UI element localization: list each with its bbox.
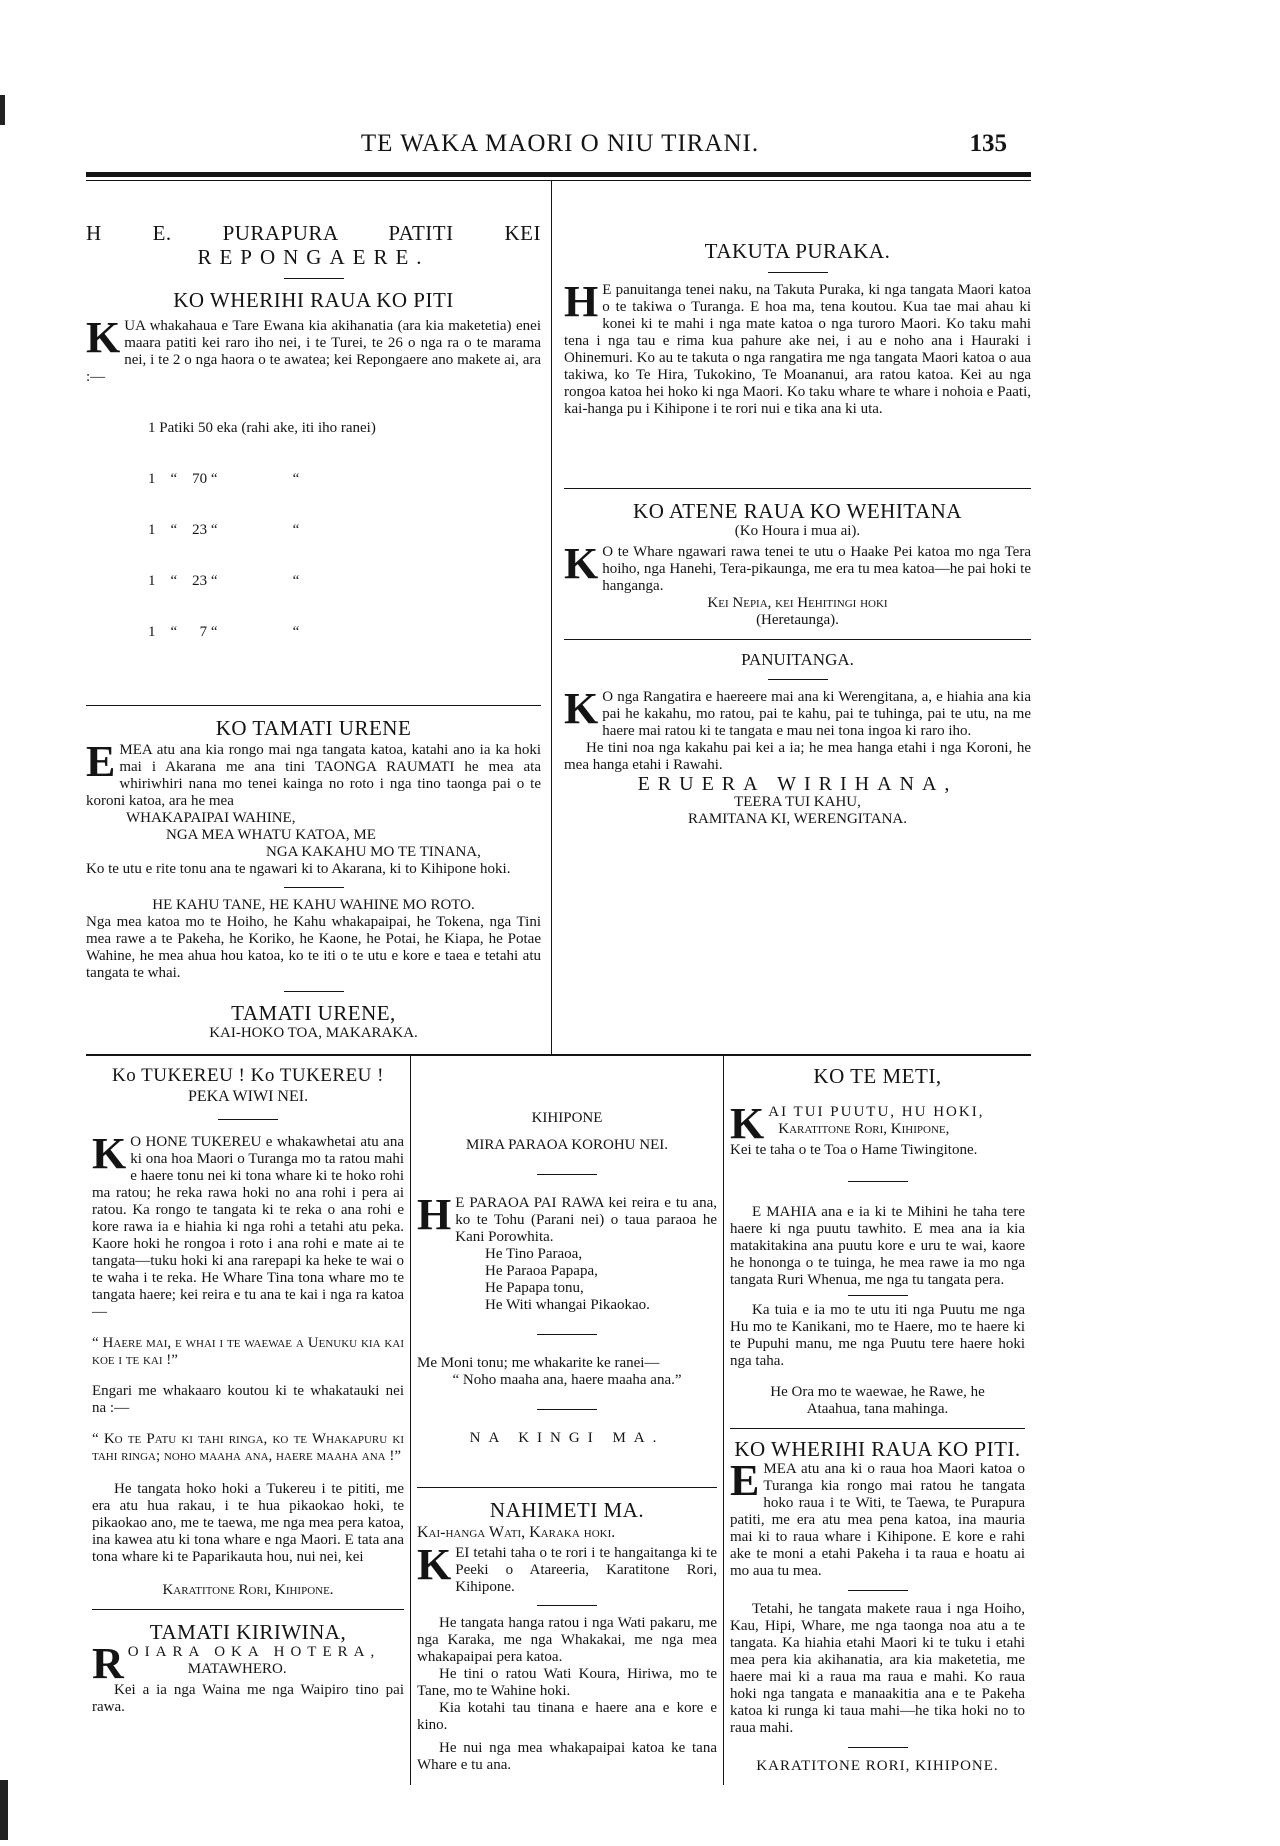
divider bbox=[284, 991, 344, 992]
signature-place: RAMITANA KI, WERENGITANA. bbox=[688, 811, 907, 827]
section-rule bbox=[417, 1487, 717, 1488]
divider bbox=[537, 1334, 597, 1335]
text-line: Kei te taha o te Toa o Hame Tiwingitone. bbox=[730, 1142, 978, 1158]
section-rule bbox=[730, 1428, 1025, 1429]
divider bbox=[284, 278, 344, 279]
section-rule bbox=[92, 1609, 404, 1610]
masthead bbox=[86, 118, 1031, 168]
quote: “ Noho maaha ana, haere maaha ana.” bbox=[452, 1372, 682, 1388]
article-body: O te Whare ngawari rawa tenei te utu o Haake Pei katoa mo nga Tera hoiho, nga Hanehi, Tera-pikaunga, me era tu mea katoa—he pai hoki te hanganga. bbox=[602, 544, 1031, 594]
lot-item: 1 Patiki 50 eka (rahi ake, iti iho ranei) bbox=[148, 420, 376, 436]
divider bbox=[537, 1174, 597, 1175]
article-subtitle: (Ko Houra i mua ai). bbox=[734, 523, 861, 539]
quote: “ Haere mai, e whai i te waewae a Uenuku kia kai koe i te kai !” bbox=[92, 1335, 404, 1368]
signature: KARATITONE RORI, KIHIPONE. bbox=[756, 1758, 999, 1774]
article-title: NAHIMETI MA. bbox=[489, 1498, 645, 1522]
list-item: He Witi whangai Pikaokao. bbox=[485, 1297, 650, 1313]
article-body: Engari me whakaaro koutou ki te whakatauki nei na :— bbox=[92, 1383, 404, 1416]
article-title: PANUITANGA. bbox=[741, 650, 854, 669]
drop-cap: H bbox=[417, 1190, 452, 1239]
article-body: He tangata hoko hoki a Tukereu i te pititi, me era atu hua rakau, i te hua pikaokao hoki, te pikaokao ano, me te taewa, me nga mea pera katoa, ina kawea atu ki tona whare e nga Maori. E tata ana tona whare ki te Paparikauta hou, nui nei, kei bbox=[92, 1481, 404, 1565]
article-atene bbox=[564, 499, 1031, 629]
page-number: 135 bbox=[969, 130, 1007, 157]
drop-cap: E bbox=[730, 1456, 760, 1505]
list-item: He Papapa tonu, bbox=[485, 1280, 584, 1296]
place-line: Kei Nepia, kei Hehitingi hoki bbox=[707, 595, 888, 611]
drop-cap: K bbox=[417, 1540, 452, 1589]
text-line: OIARA OKA HOTERA, bbox=[127, 1644, 381, 1660]
bottom-left-column bbox=[86, 1056, 410, 1785]
section-rule bbox=[86, 705, 541, 706]
text-line: Karatitone Rori, Kihipone, bbox=[778, 1121, 950, 1137]
article-body: O nga Rangatira e haereere mai ana ki Werengitana, a, e hiahia ana kia pai he kakahu, mo ratou, pai te kahu, pai te tuhinga, pai te utu, na me haere mai ratou ki te tangata e mau nei tona ingoa ki raro iho. bbox=[602, 689, 1031, 739]
signature-sub: TEERA TUI KAHU, bbox=[734, 794, 861, 810]
drop-cap: K bbox=[564, 539, 599, 588]
bottom-right-column bbox=[723, 1056, 1031, 1785]
signature: TAMATI URENE, bbox=[231, 1001, 396, 1025]
list-item: He Tino Paraoa, bbox=[485, 1246, 583, 1262]
article-kiriwina bbox=[92, 1620, 404, 1716]
article-title: KO WHERIHI RAUA KO PITI. bbox=[734, 1437, 1021, 1461]
article-body: Kia kotahi tau tinana e haere ana e kore e kino. bbox=[417, 1700, 717, 1733]
lot-list bbox=[86, 386, 541, 675]
signature-sub: KAI-HOKO TOA, MAKARAKA. bbox=[209, 1025, 418, 1041]
article-nahimeti bbox=[417, 1498, 717, 1774]
lot-item: 1 “ 23 “ “ bbox=[148, 573, 300, 589]
article-body: He tini noa nga kakahu pai kei a ia; he mea hanga etahi i nga Koroni, he mea hanga etahi i Rawahi. bbox=[564, 740, 1031, 773]
article-body: Ko te utu e rite tonu ana te ngawari ki to Akarana, ki to Kihipone hoki. bbox=[86, 861, 511, 877]
article-heading: HE KAHU TANE, HE KAHU WAHINE MO ROTO. bbox=[152, 897, 475, 913]
text-line: WHAKAPAIPAI WAHINE, bbox=[126, 810, 296, 826]
article-body: Nga mea katoa mo te Hoiho, he Kahu whakapaipai, he Tokena, nga Tini mea rawe a te Pakeha, he Koriko, he Kaone, he Potai, he Kiapa, he Potae Wahine, he mea ahua hou katoa, ko te iti o te utu e kore e taea e tetahi atu tangata te whai. bbox=[86, 914, 541, 981]
bottom-middle-column bbox=[410, 1056, 723, 1785]
divider bbox=[537, 1409, 597, 1410]
article-body: He nui nga mea whakapaipai katoa ke tana Whare e tu ana. bbox=[417, 1740, 717, 1773]
article-body: He Ora mo te waewae, he Rawe, he Ataahua, tana mahinga. bbox=[770, 1384, 985, 1417]
text-line: AI TUI PUUTU, HU HOKI, bbox=[768, 1104, 985, 1120]
text-line: MATAWHERO. bbox=[187, 1661, 287, 1677]
article-title: KO ATENE RAUA KO WEHITANA bbox=[633, 499, 962, 523]
article-body: MEA atu ana ki o raua hoa Maori katoa o Turanga kia rongo mai ratou he tangata hoko raua i te Witi, te Taewa, te Purapura patiti, me era atu mea pena katoa, ina mauria mai ki to raua whare i Kihipone. E kore e rahi ake te moni a etahi Pakeha i ta raua e hoatu ai mo aua tu mea. bbox=[730, 1461, 1025, 1579]
article-body: Kei a ia nga Waina me nga Waipiro tino pai rawa. bbox=[92, 1682, 404, 1715]
article-subtitle: Kai-hanga Wati, Karaka hoki. bbox=[417, 1524, 616, 1541]
divider bbox=[848, 1747, 908, 1748]
scan-edge-mark bbox=[0, 95, 5, 125]
article-tukereu bbox=[92, 1064, 404, 1599]
drop-cap: K bbox=[730, 1099, 765, 1148]
top-section bbox=[86, 181, 1031, 1054]
drop-cap: K bbox=[86, 313, 121, 362]
article-body: He tangata hanga ratou i nga Wati pakaru, me nga Karaka, me nga Whakakai, me nga mea whakapaipai pera katoa. bbox=[417, 1615, 717, 1665]
article-meti bbox=[730, 1064, 1025, 1418]
article-body: E PARAOA PAI RAWA kei reira e tu ana, ko te Tohu (Parani nei) o taua paraoa he Kani Porowhita. bbox=[455, 1195, 717, 1245]
divider bbox=[848, 1590, 908, 1591]
divider bbox=[848, 1295, 908, 1296]
article-body: Ka tuia e ia mo te utu iti nga Puutu me nga Hu mo te Kanikani, mo te Haere, mo te haere ki te Pupuhi manu, me nga Puutu tere haere hoki nga taha. bbox=[730, 1302, 1025, 1369]
article-title: H E. PURAPURA PATITI KEI bbox=[86, 221, 541, 245]
masthead-title: TE WAKA MAORI O NIU TIRANI. bbox=[360, 130, 760, 157]
signature: Karatitone Rori, Kihipone. bbox=[162, 1582, 334, 1598]
signature: NA KINGI MA. bbox=[469, 1430, 665, 1446]
item-list bbox=[417, 1246, 717, 1314]
article-wherihi bbox=[730, 1439, 1025, 1775]
article-body: UA whakahaua e Tare Ewana kia akihanatia (ara kia maketetia) enei maara patiti kei raro iho nei, i te Turei, te 26 o nga ra o te marama nei, i te 2 o nga haora o te awatea; kei Repongaere ano makete ai, ara :— bbox=[86, 318, 541, 385]
list-item: He Paraoa Papapa, bbox=[485, 1263, 598, 1279]
article-takuta bbox=[564, 239, 1031, 418]
divider bbox=[768, 272, 828, 273]
article-panuitanga bbox=[564, 650, 1031, 828]
divider bbox=[768, 679, 828, 680]
article-title: TAMATI KIRIWINA, bbox=[149, 1620, 347, 1644]
bottom-section bbox=[86, 1056, 1031, 1785]
quote: “ Ko te Patu ki tahi ringa, ko te Whakapuru ki tahi ringa; noho maaha ana, haere maaha ana !” bbox=[92, 1431, 404, 1464]
lot-item: 1 “ 7 “ “ bbox=[148, 624, 300, 640]
top-left-column bbox=[86, 181, 552, 1054]
article-subtitle: PEKA WIWI NEI. bbox=[187, 1088, 309, 1105]
article-title: REPONGAERE. bbox=[197, 245, 430, 269]
divider bbox=[848, 1181, 908, 1182]
signature: ERUERA WIRIHANA, bbox=[637, 773, 958, 795]
text-line: NGA KAKAHU MO TE TINANA, bbox=[266, 844, 481, 860]
lot-item: 1 “ 70 “ “ bbox=[148, 471, 300, 487]
divider bbox=[284, 887, 344, 888]
article-body: He tini o ratou Wati Koura, Hiriwa, mo te Tane, mo te Wahine hoki. bbox=[417, 1666, 717, 1699]
article-kihipone bbox=[417, 1110, 717, 1447]
article-subtitle: KO WHERIHI RAUA KO PITI bbox=[173, 288, 454, 312]
article-title: KIHIPONE bbox=[531, 1110, 603, 1126]
article-urene bbox=[86, 716, 541, 1042]
scan-edge-mark bbox=[0, 1780, 8, 1840]
section-rule bbox=[564, 488, 1031, 489]
newspaper-page bbox=[86, 118, 1031, 1785]
article-body: E MAHIA ana e ia ki te Mihini he taha tere haere ki nga puutu tawhito. E mea ana ia kia matakitakina ana puutu kore e uru te wai, kaore he hononga o te tuinga, he mea rawe ia mo nga tangata Ruri Whenua, me nga tu tangata pera. bbox=[730, 1204, 1025, 1288]
article-title: KO TAMATI URENE bbox=[215, 716, 412, 740]
article-subtitle: MIRA PARAOA KOROHU NEI. bbox=[466, 1137, 668, 1153]
article-body: O HONE TUKEREU e whakawhetai atu ana ki ona hoa Maori o Turanga mo ta ratou mahi e haere tonu nei ki tona whare ki te hoko rohi ma ratou; he reka rawa hoki no ana rohi i pera ai ratou. Ka rongo te tangata ki te reka o ana rohi e kore rawa ia e hiahia ki nga rohi a tetahi atu peka. Kaore hoki he rongoa i roto i ana rohi e mate ai te tangata—tuku hoki ki ana rarepapi ka heke te wai o te waha i te reka. He Whare Tina tona whare mo te tangata haere; kei reira e tu ana te kai i nga ra katoa— bbox=[92, 1134, 404, 1320]
article-title: KO TE METI, bbox=[813, 1064, 942, 1088]
article-title: TAKUTA PURAKA. bbox=[704, 239, 891, 263]
article-body: EI tetahi taha o te rori i te hangaitanga ki te Peeki o Atareeria, Karatitone Rori, Kihipone. bbox=[455, 1545, 717, 1595]
drop-cap: E bbox=[86, 737, 116, 786]
place-line: (Heretaunga). bbox=[756, 612, 839, 628]
drop-cap: H bbox=[564, 277, 599, 326]
article-title: Ko TUKEREU ! Ko TUKEREU ! bbox=[112, 1065, 384, 1086]
lot-item: 1 “ 23 “ “ bbox=[148, 522, 300, 538]
divider bbox=[218, 1119, 278, 1120]
article-body: Tetahi, he tangata makete raua i nga Hoiho, Kau, Hipi, Whare, me nga taonga noa atu a te tangata. Ka hiahia etahi Maori ki te tuku i etahi mea pera kia akihanatia, ara kia maketetia, me haere mai ki a raua ma raua e mahi. Ko raua hoki nga tangata e manaakitia ana e te Pakeha katoa ki runga ki taua mahi—he tika hoki no to raua mahi. bbox=[730, 1601, 1025, 1736]
divider bbox=[537, 1605, 597, 1606]
article-body: MEA atu ana kia rongo mai nga tangata katoa, katahi ano ia ka hoki mai i Akarana me ana tini TAONGA RAUMATI he mea ata whiriwhiri nana mo tenei kainga no roto i nga tino taonga pai o te koroni katoa, ara he mea bbox=[86, 742, 541, 809]
article-body: E panuitanga tenei naku, na Takuta Puraka, ki nga tangata Maori katoa o te takiwa o Turanga. E hoa ma, tena koutou. Kua tae mai ahau ki konei ki te mahi i nga mate katoa o nga turoro Maori. Ko taku mahi tena i nga tau e rima kua pahure ake nei, i au e noho ana i Hauraki i Ohinemuri. Ko au te takuta o nga rangatira me nga tangata Maori katoa o aua takiwa, ko Te Hira, Tukokino, Te Moananui, ara ratou katoa. Kei au nga rongoa katoa hei hoko ki nga Maori. Ko taku whare te whare i nohoia e Paati, kai-hanga pu i Kihipone i te rori nui e tika ana ki uta. bbox=[564, 282, 1031, 417]
article-body: Me Moni tonu; me whakarite ke ranei— bbox=[417, 1355, 660, 1371]
masthead-rule bbox=[86, 172, 1031, 177]
text-line: NGA MEA WHATU KATOA, ME bbox=[166, 827, 376, 843]
article-purapura bbox=[86, 221, 541, 675]
drop-cap: R bbox=[92, 1639, 124, 1688]
drop-cap: K bbox=[92, 1129, 127, 1178]
drop-cap: K bbox=[564, 684, 599, 733]
section-rule bbox=[564, 639, 1031, 640]
top-right-column bbox=[552, 181, 1031, 1054]
